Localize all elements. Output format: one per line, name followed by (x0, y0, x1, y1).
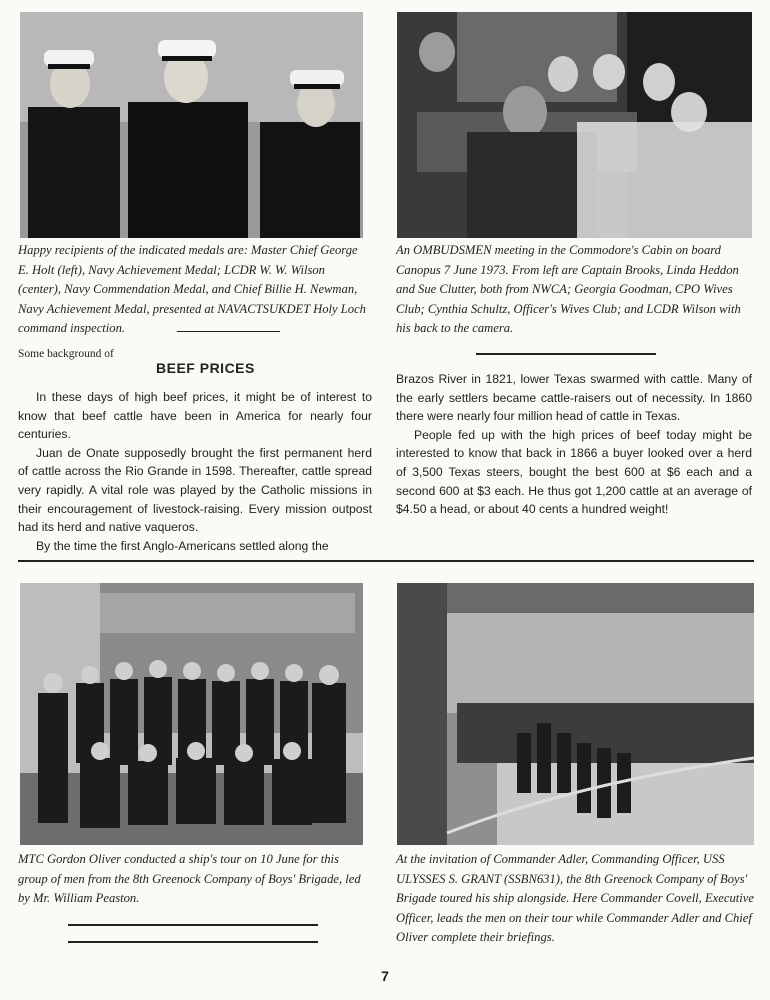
article-paragraph: People fed up with the high prices of beef today might be interested to know that back in 1866 a buyer looked over a herd of 3,500 Texas steers, bought the best 600 at $6 each and a second 600 at $3 each. He thus got 1,200 cattle at an average of $4.50 a head, or about 40 cents a hundred weight! (396, 427, 752, 517)
article-paragraph: By the time the first Anglo-Americans settled along the (36, 538, 329, 553)
article-paragraph: Brazos River in 1821, lower Texas swarmed with cattle. Many of the early settlers became cattle-raisers out of necessity. In 1860 there were nearly four million head of cattle in Texas. (396, 372, 752, 424)
caption-rule-right (476, 353, 656, 355)
article-paragraph: Juan de Onate supposedly brought the first permanent herd of cattle across the Rio Grande in 1598. Thereafter, cattle spread very rapidly. A vital role was played by the Catholic missions in their encouragement of livestock-raising. Every mission outpost had its herd and native vaqueros. (18, 445, 372, 535)
brigade-photo (20, 583, 363, 845)
caption-rule-left (177, 331, 280, 332)
article-headline: BEEF PRICES (156, 360, 255, 376)
caption-rule-bottom-1 (68, 924, 318, 926)
meeting-caption: An OMBUDSMEN meeting in the Commodore's Cabin on board Canopus 7 June 1973. From left are Captain Brooks, Linda Heddon and Sue Clutter, both from NWCA; Georgia Goodman, CPO Wives Club; Cynthia Schultz, Officer's Wives Club; and LCDR Wilson with his back to the camera. (396, 243, 741, 335)
meeting-photo (397, 12, 752, 238)
page-number: 7 (381, 968, 389, 984)
officers-caption: Happy recipients of the indicated medals are: Master Chief George E. Holt (left), Navy Achievement Medal; LCDR W. W. Wilson (center), Navy Commendation Medal, and Chief Billie H. Newman, Navy Achievement Medal, presented at NAVACTSUKDET Holy Loch command inspection. (18, 243, 366, 335)
article-kicker: Some background of (18, 348, 114, 360)
section-divider (18, 560, 754, 562)
officers-photo (20, 12, 363, 238)
brigade-caption: MTC Gordon Oliver conducted a ship's tour on 10 June for this group of men from the 8th Greenock Company of Boys' Brigade, led by Mr. William Peaston. (18, 852, 361, 905)
article-paragraph: In these days of high beef prices, it might be of interest to know that beef cattle have been in America for nearly four centuries. (18, 390, 372, 442)
submarine-caption: At the invitation of Commander Adler, Commanding Officer, USS ULYSSES S. GRANT (SSBN631), the 8th Greenock Company of Boys' Brigade toured his ship alongside. Here Commander Covell, Executive Officer, leads the men on their tour while Commander Adler and Chief Oliver complete their briefings. (396, 852, 754, 944)
caption-rule-bottom-2 (68, 941, 318, 943)
article-left-column (18, 388, 372, 555)
article-right-column (396, 370, 752, 519)
submarine-photo (397, 583, 754, 845)
